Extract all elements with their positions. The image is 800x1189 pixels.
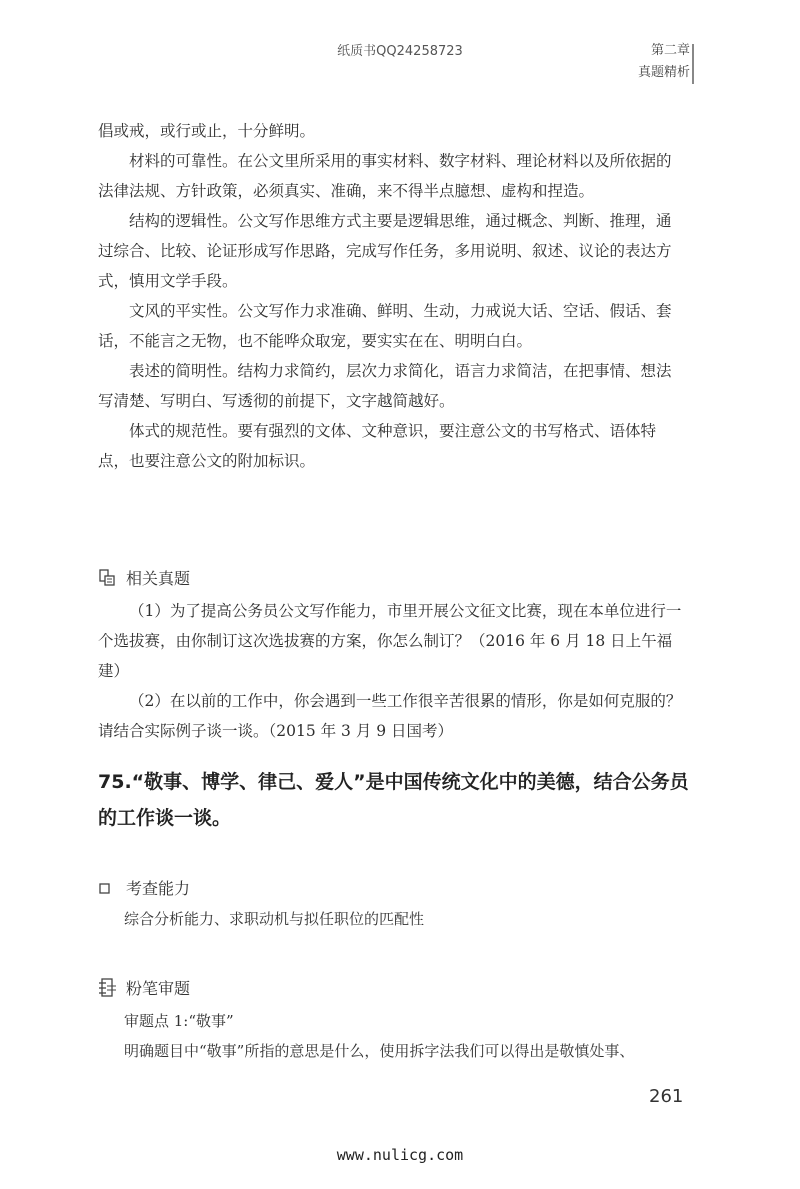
ability-title: 考查能力: [126, 879, 191, 898]
ability-heading: [98, 876, 190, 899]
page-number: 261: [649, 1086, 684, 1107]
analysis-heading: [98, 976, 190, 999]
related-questions-heading: [98, 566, 190, 589]
related-questions-title: 相关真题: [126, 569, 191, 588]
chapter-section: 真题精析: [637, 65, 690, 80]
checkbox-icon: [98, 881, 120, 895]
header-divider: [692, 44, 694, 84]
chapter-header: [638, 40, 690, 84]
intro-text: [98, 116, 686, 476]
ability-content: [124, 904, 694, 934]
question-75: 75.“敬事、博学、律己、爱人”是中国传统文化中的美德，结合公务员的工作谈一谈。: [98, 771, 689, 829]
analysis-title: 粉笔审题: [126, 979, 191, 998]
paragraph-standard-format: 体式的规范性。要有强烈的文体、文种意识，要注意公文的书写格式、语体特点，也要注意公文的附加标识。: [98, 422, 657, 470]
paragraph-concise: 表述的简明性。结构力求简约，层次力求简化，语言力求简洁，在把事情、想法写清楚、写明白、写透彻的前提下，文字越简越好。: [98, 362, 672, 410]
header-watermark-text: 纸质书QQ24258723: [337, 44, 463, 59]
related-questions-list: [98, 596, 686, 746]
analysis-point-title: 审题点 1:“敬事”: [124, 1012, 234, 1030]
related-question-item: （1）为了提高公务员公文写作能力，市里开展公文征文比赛，现在本单位进行一个选拔赛，由你制订这次选拔赛的方案，你怎么制订？（2016 年 6 月 18 日上午福建）: [98, 602, 682, 680]
analysis-text: 明确题目中“敬事”所指的意思是什么，使用拆字法我们可以得出是敬慎处事、: [124, 1042, 635, 1060]
paragraph-logic: 结构的逻辑性。公文写作思维方式主要是逻辑思维，通过概念、判断、推理，通过综合、比较、论证形成写作思路，完成写作任务，多用说明、叙述、议论的表达方式，慎用文学手段。: [98, 212, 672, 290]
paragraph-plain-style: 文风的平实性。公文写作力求准确、鲜明、生动，力戒说大话、空话、假话、套话，不能言之无物，也不能哗众取宠，要实实在在、明明白白。: [98, 302, 672, 350]
paragraph-continuation: 倡或戒，或行或止，十分鲜明。: [98, 122, 316, 140]
analysis-text-block: [98, 1036, 698, 1066]
notes-icon: [98, 977, 120, 999]
analysis-point: [124, 1006, 694, 1036]
ability-text: 综合分析能力、求职动机与拟任职位的匹配性: [124, 910, 425, 928]
related-question-item: （2）在以前的工作中，你会遇到一些工作很辛苦很累的情形，你是如何克服的？请结合实际例子谈一谈。（2015 年 3 月 9 日国考）: [98, 692, 682, 740]
document-icon: [98, 569, 120, 587]
paragraph-reliability: 材料的可靠性。在公文里所采用的事实材料、数字材料、理论材料以及所依据的法律法规、方针政策，必须真实、准确，来不得半点臆想、虚构和捏造。: [98, 152, 672, 200]
chapter-title: 第二章: [650, 43, 690, 58]
footer-url: www.nulicg.com: [336, 1146, 464, 1164]
